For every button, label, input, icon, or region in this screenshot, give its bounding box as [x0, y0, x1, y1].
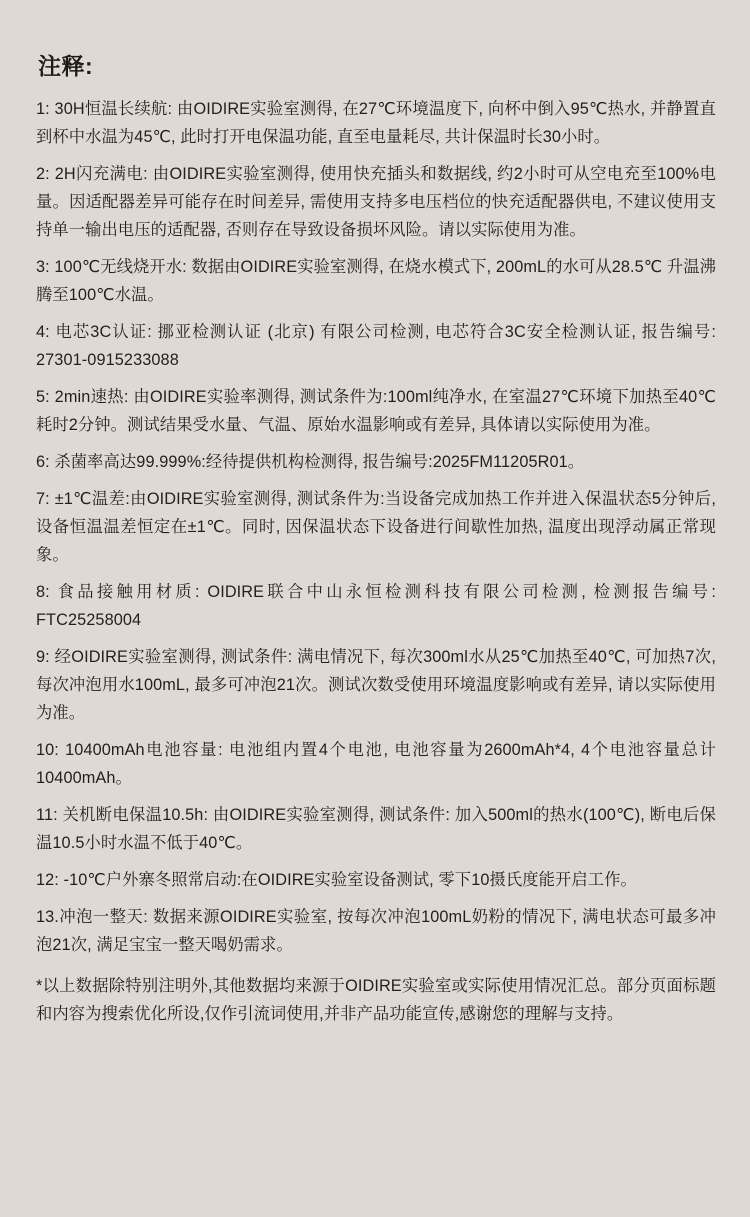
disclaimer-text: *以上数据除特别注明外,其他数据均来源于OIDIRE实验室或实际使用情况汇总。部分页面标题和内容为搜索优化所设,仅作引流词使用,并非产品功能宣传,感谢您的理解与支持。	[36, 977, 716, 1024]
note-item: 2: 2H闪充满电: 由OIDIRE实验室测得, 使用快充插头和数据线, 约2小时可从空电充至100%电量。因适配器差异可能存在时间差异, 需使用支持多电压档位的快充适配器供电, 不建议使用支持单一输出电压的适配器, 否则存在导致设备损坏风险。请以实际使用为准。	[36, 165, 716, 240]
note-item: 8: 食品接触用材质: OIDIRE联合中山永恒检测科技有限公司检测, 检测报告编号: FTC25258004	[36, 583, 716, 630]
note-item: 12: -10℃户外寨冬照常启动:在OIDIRE实验室设备测试, 零下10摄氏度能开启工作。	[36, 871, 637, 890]
note-item: 13.冲泡一整天: 数据来源OIDIRE实验室, 按每次冲泡100mL奶粉的情况下, 满电状态可最多冲泡21次, 满足宝宝一整天喝奶需求。	[36, 908, 716, 955]
note-item: 4: 电芯3C认证: 挪亚检测认证 (北京) 有限公司检测, 电芯符合3C安全检测认证, 报告编号: 27301-0915233088	[36, 323, 716, 370]
note-item: 3: 100℃无线烧开水: 数据由OIDIRE实验室测得, 在烧水模式下, 200mL的水可从28.5℃ 升温沸腾至100℃水温。	[36, 258, 716, 305]
note-item: 6: 杀菌率高达99.999%:经待提供机构检测得, 报告编号:2025FM11205R01。	[36, 453, 585, 472]
note-item: 1: 30H恒温长续航: 由OIDIRE实验室测得, 在27℃环境温度下, 向杯中倒入95℃热水, 并静置直到杯中水温为45℃, 此时打开电保温功能, 直至电量耗尽, 共计保温时长30小时。	[36, 100, 716, 147]
note-item: 11: 关机断电保温10.5h: 由OIDIRE实验室测得, 测试条件: 加入500ml的热水(100℃), 断电后保温10.5小时水温不低于40℃。	[36, 806, 716, 853]
note-item: 5: 2min速热: 由OIDIRE实验率测得, 测试条件为:100ml纯净水, 在室温27℃环境下加热至40℃耗时2分钟。测试结果受水量、气温、原始水温影响或有差异, 具体请以实际使用为准。	[36, 388, 716, 435]
note-item: 10: 10400mAh电池容量: 电池组内置4个电池, 电池容量为2600mAh*4, 4个电池容量总计10400mAh。	[36, 741, 716, 788]
note-item: 7: ±1℃温差:由OIDIRE实验室测得, 测试条件为:当设备完成加热工作并进入保温状态5分钟后, 设备恒温温差恒定在±1℃。同时, 因保温状态下设备进行间歇性加热, 温度出现浮动属正常现象。	[36, 490, 716, 565]
page-title: 注释:	[38, 53, 94, 79]
note-item: 9: 经OIDIRE实验室测得, 测试条件: 满电情况下, 每次300ml水从25℃加热至40℃, 可加热7次, 每次冲泡用水100mL, 最多可冲泡21次。测试次数受使用环境温度影响或有差异, 请以实际使用为准。	[36, 648, 716, 723]
